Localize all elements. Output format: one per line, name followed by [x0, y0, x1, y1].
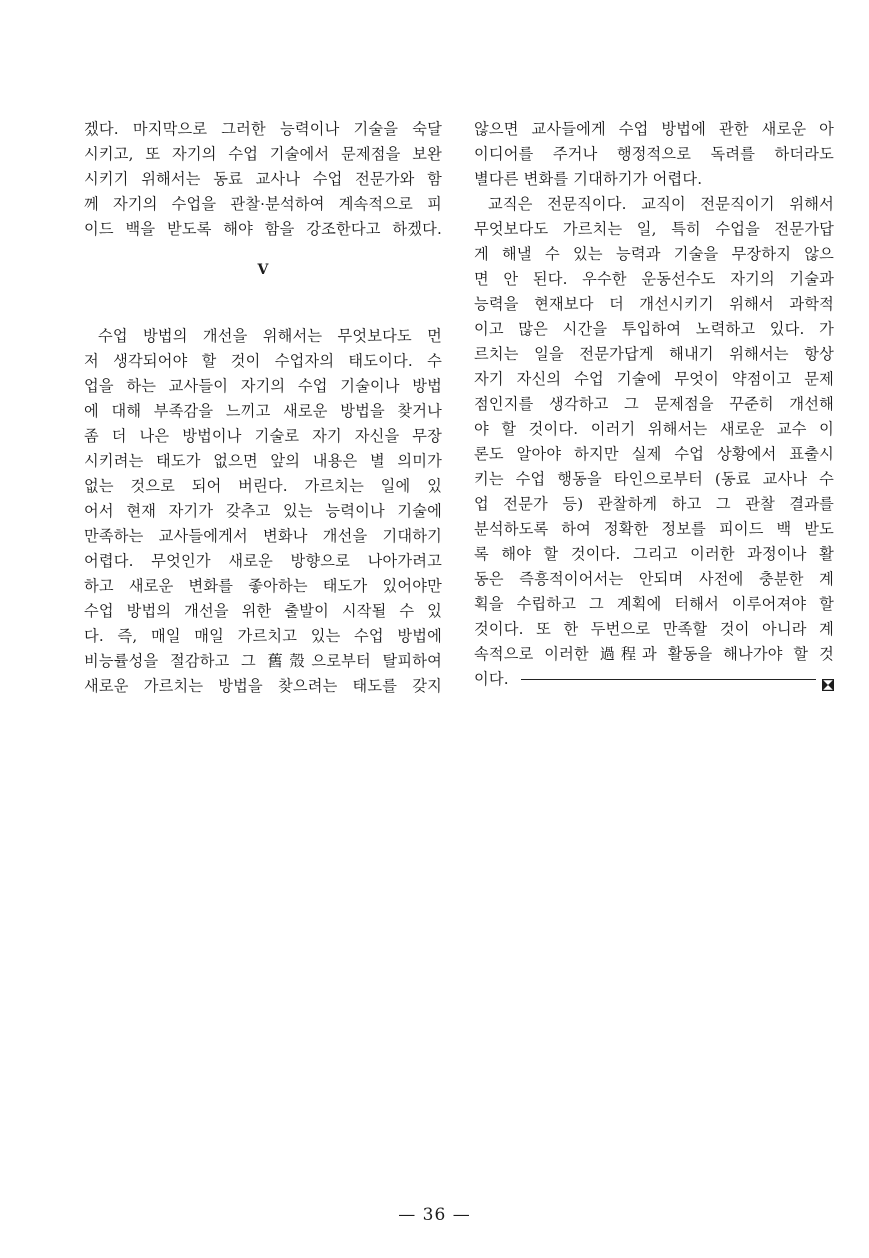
text-line: 점인지를 생각하고 그 문제점을 꾸준히 개선해 — [474, 395, 834, 413]
text-line: 께 자기의 수업을 관찰·분석하여 계속적으로 피 — [84, 195, 442, 213]
left-paragraph-2 — [84, 324, 442, 699]
text-line: 속적으로 이러한 過程과 활동을 해나가야 할 것 — [474, 645, 834, 663]
end-of-article-icon — [822, 674, 834, 686]
right-paragraph-1 — [474, 117, 834, 192]
section-heading: V — [257, 262, 269, 278]
text-line: 게 해낼 수 있는 능력과 기술을 무장하지 않으 — [474, 245, 834, 263]
text-line: 획을 수립하고 그 계획에 터해서 이루어져야 할 — [474, 595, 834, 613]
text-line: 시키고, 또 자기의 수업 기술에서 문제점을 보완 — [84, 145, 442, 163]
text-line: 업을 하는 교사들이 자기의 수업 기술이나 방법 — [84, 377, 442, 395]
text-line: 자기 자신의 수업 기술에 무엇이 약점이고 문제 — [474, 370, 834, 388]
page-number: — 36 — — [398, 1205, 471, 1225]
left-paragraph-1 — [84, 117, 442, 242]
text-line: 겠다. 마지막으로 그러한 능력이나 기술을 숙달 — [84, 120, 442, 138]
text-line: 동은 즉흥적이어서는 안되며 사전에 충분한 계 — [474, 570, 834, 588]
text-line: 시키기 위해서는 동료 교사나 수업 전문가와 함 — [84, 170, 442, 188]
text-line: 별다른 변화를 기대하기가 어렵다. — [474, 170, 703, 188]
text-line: 교직은 전문직이다. 교직이 전문직이기 위해서 — [488, 195, 834, 213]
text-line: 없는 것으로 되어 버린다. 가르치는 일에 있 — [84, 477, 442, 495]
text-line: 이디어를 주거나 행정적으로 독려를 하더라도 — [474, 145, 834, 163]
text-line: 야 할 것이다. 이러기 위해서는 새로운 교수 이 — [474, 420, 834, 438]
text-line: 론도 알아야 하지만 실제 수업 상황에서 표출시 — [474, 445, 834, 463]
text-line: 키는 수업 행동을 타인으로부터 (동료 교사나 수 — [474, 470, 834, 488]
spacer — [84, 242, 442, 258]
text-line: 록 해야 할 것이다. 그리고 이러한 과정이나 활 — [474, 545, 834, 563]
text-line: 능력을 현재보다 더 개선시키기 위해서 과학적 — [474, 295, 834, 313]
text-line: 만족하는 교사들에게서 변화나 개선을 기대하기 — [84, 527, 442, 545]
end-rule — [521, 679, 816, 680]
text-line: 좀 더 나은 방법이나 기술로 자기 자신을 무장 — [84, 427, 442, 445]
text-line: 업 전문가 등) 관찰하게 하고 그 관찰 결과를 — [474, 495, 834, 513]
text-line: 무엇보다도 가르치는 일, 특히 수업을 전문가답 — [474, 220, 834, 238]
left-column — [84, 117, 442, 699]
text-line: 어렵다. 무엇인가 새로운 방향으로 나아가려고 — [84, 552, 442, 570]
text-line: 수업 방법의 개선을 위해서는 무엇보다도 먼 — [98, 327, 442, 345]
text-line: 저 생각되어야 할 것이 수업자의 태도이다. 수 — [84, 352, 442, 370]
text-line: 것이다. 또 한 두번으로 만족할 것이 아니라 계 — [474, 620, 834, 638]
spacer — [84, 308, 442, 324]
text-line: 어서 현재 자기가 갖추고 있는 능력이나 기술에 — [84, 502, 442, 520]
text-line: 다. 즉, 매일 매일 가르치고 있는 수업 방법에 — [84, 627, 442, 645]
text-line: 수업 방법의 개선을 위한 출발이 시작될 수 있 — [84, 602, 442, 620]
final-line — [474, 667, 834, 692]
right-paragraph-2 — [474, 192, 834, 692]
text-line: 하고 새로운 변화를 좋아하는 태도가 있어야만 — [84, 577, 442, 595]
text-line: 시키려는 태도가 없으면 앞의 내용은 별 의미가 — [84, 452, 442, 470]
text-line: 면 안 된다. 우수한 운동선수도 자기의 기술과 — [474, 270, 834, 288]
text-line: 비능률성을 절감하고 그 舊殼으로부터 탈피하여 — [84, 652, 442, 670]
text-line: 르치는 일을 전문가답게 해내기 위해서는 항상 — [474, 345, 834, 363]
text-line: 않으면 교사들에게 수업 방법에 관한 새로운 아 — [474, 120, 834, 138]
text-line: 새로운 가르치는 방법을 찾으려는 태도를 갖지 — [84, 677, 442, 695]
final-line-text: 이다. — [474, 670, 509, 688]
right-column — [474, 117, 834, 692]
text-line: 에 대해 부족감을 느끼고 새로운 방법을 찾거나 — [84, 402, 442, 420]
text-line: 이드 백을 받도록 해야 함을 강조한다고 하겠다. — [84, 220, 442, 238]
spacer — [84, 283, 442, 308]
text-line: 분석하도록 하여 정확한 정보를 피이드 백 받도 — [474, 520, 834, 538]
text-line: 이고 많은 시간을 투입하여 노력하고 있다. 가 — [474, 320, 834, 338]
